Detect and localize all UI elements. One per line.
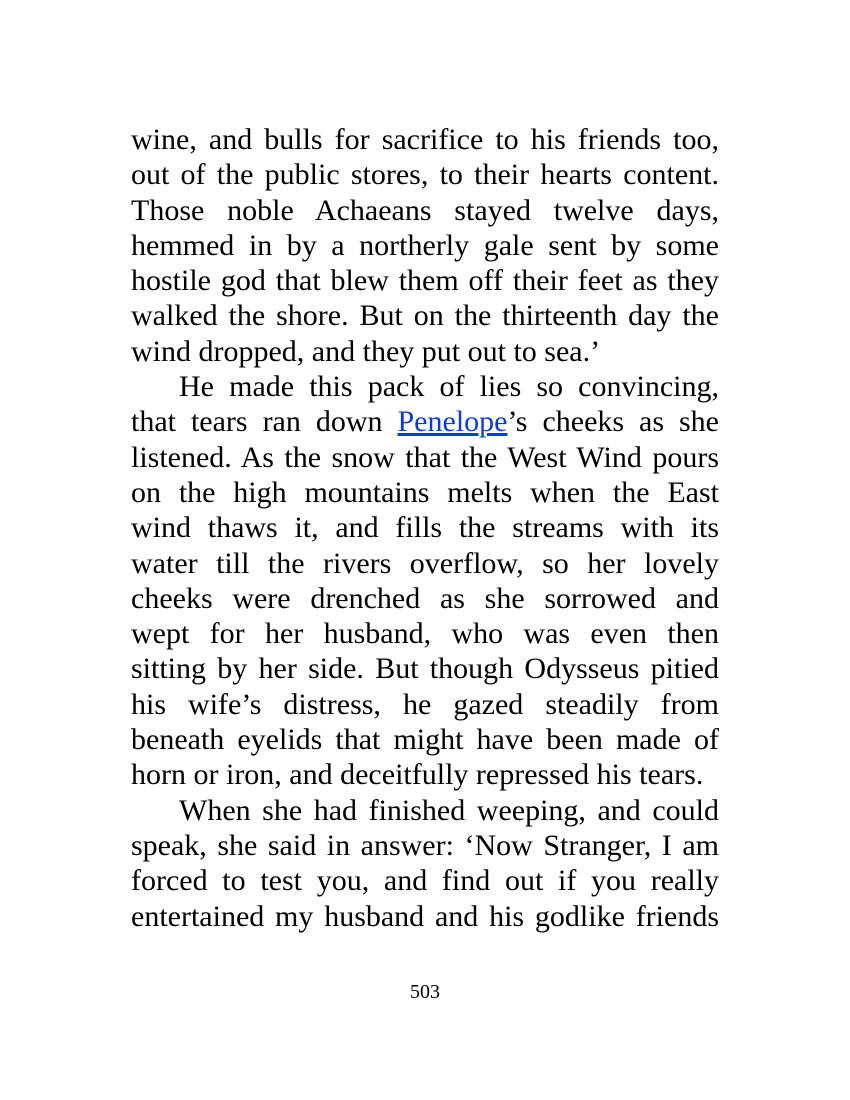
text-line: entertained my husband and his godlike friends [131,899,719,933]
penelope-link[interactable]: Penelope [397,405,508,439]
text-line: hemmed in by a northerly gale sent by some [131,228,719,262]
text-line: horn or iron, and deceitfully repressed his tears. [131,758,704,792]
text-line: sitting by her side. But though Odysseus pitied [131,652,719,686]
text-line: He made this pack of lies so convincing, [179,370,719,404]
text-line: wine, and bulls for sacrifice to his friends too, [131,123,719,156]
text-line: When she had finished weeping, and could [179,793,719,827]
text-line: wept for her husband, who was even then [131,617,719,651]
text-line: his wife’s distress, he gazed steadily from [131,687,719,721]
text-line: listened. As the snow that the West Wind pours [131,440,719,474]
text-line: walked the shore. But on the thirteenth day the [131,299,719,333]
text-line: hostile god that blew them off their feet as they [131,264,719,298]
text-line: out of the public stores, to their hearts content. [131,158,719,192]
text-line: beneath eyelids that might have been made of [131,723,719,757]
text-line: wind dropped, and they put out to sea.’ [131,334,601,368]
text-line-with-link [131,404,719,439]
text-line: on the high mountains melts when the East [131,475,719,509]
text-line: forced to test you, and find out if you really [131,864,719,898]
body-text [131,122,719,934]
text-line: cheeks were drenched as she sorrowed and [131,581,719,615]
text-line: speak, she said in answer: ‘Now Stranger, I am [131,828,719,862]
text-fragment: that tears ran down [131,405,383,439]
text-fragment: ’s cheeks as she [507,405,719,439]
text-line: water till the rivers overflow, so her lovely [131,546,719,580]
text-line: Those noble Achaeans stayed twelve days, [131,193,719,227]
page-number: 503 [410,981,440,1003]
text-line: wind thaws it, and fills the streams with its [131,511,719,545]
